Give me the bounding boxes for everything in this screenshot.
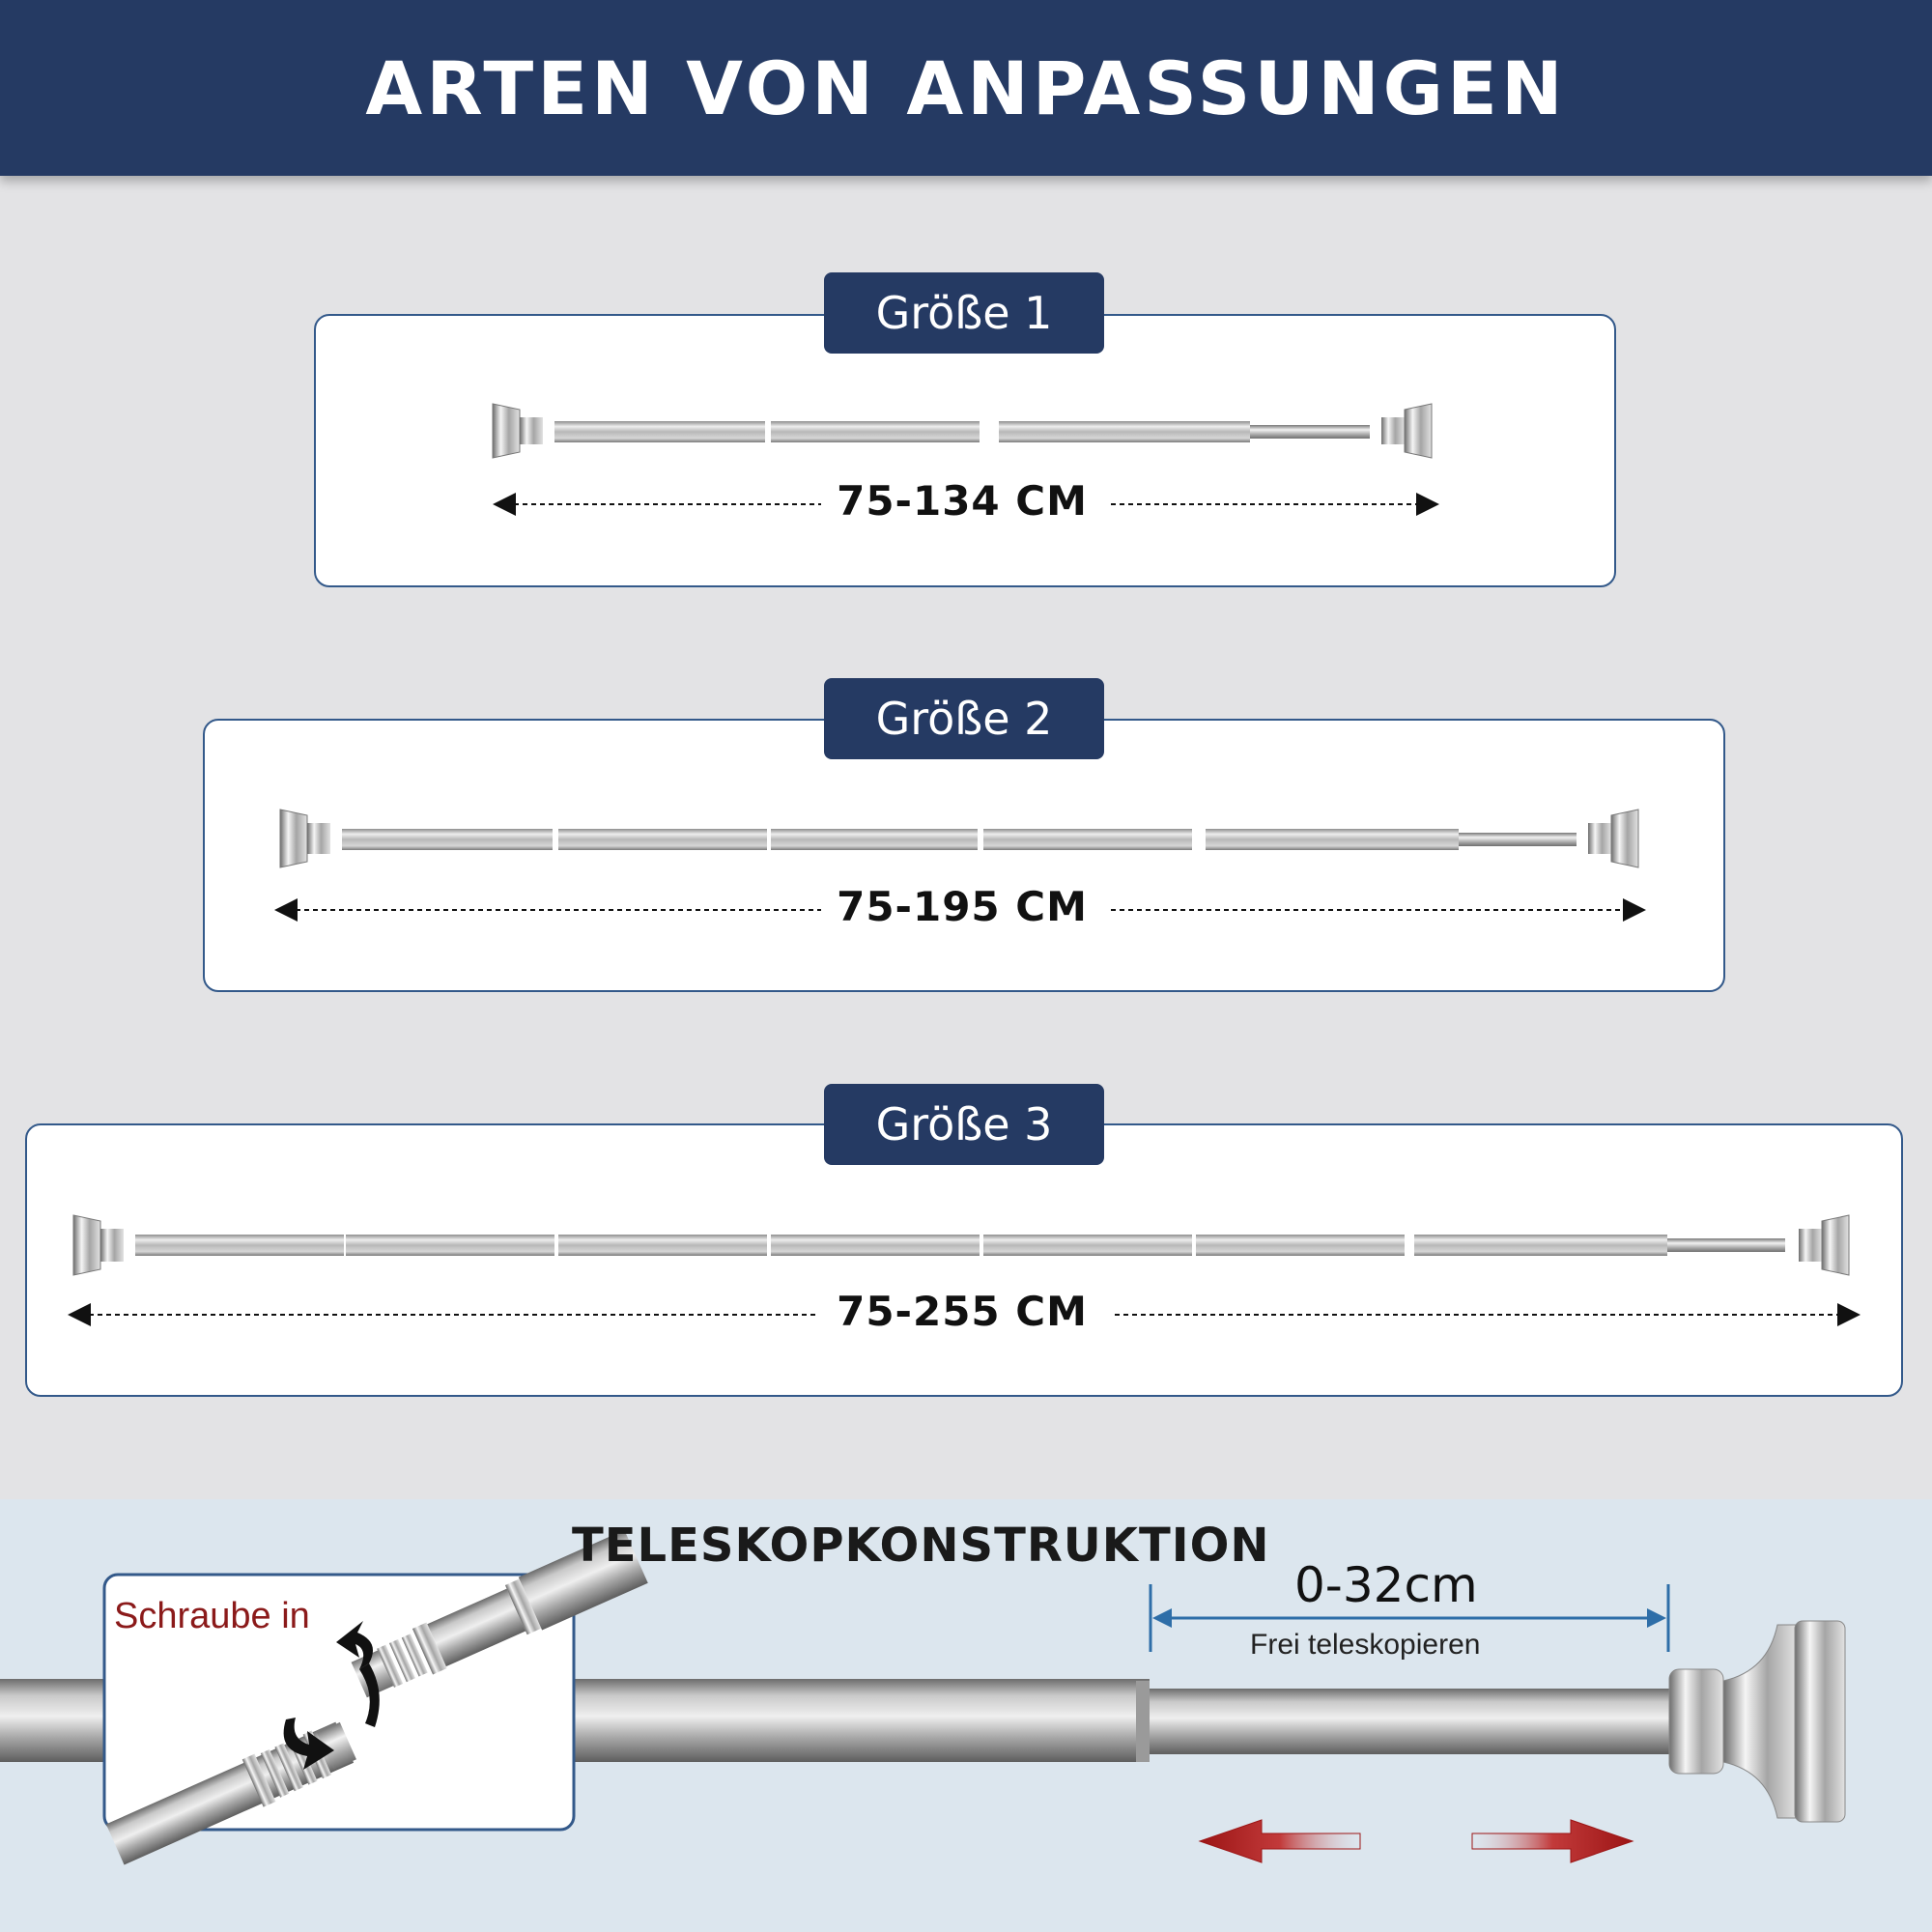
size-3-badge: Größe 3	[824, 1084, 1104, 1165]
screw-inset-label: Schraube in	[114, 1596, 310, 1636]
end-cap	[1669, 1621, 1845, 1822]
red-arrow-right-icon	[1472, 1820, 1633, 1862]
size-2-range-label: 75-195 CM	[823, 883, 1101, 930]
size-2-badge: Größe 2	[824, 678, 1104, 759]
telescope-range-value: 0-32cm	[1294, 1557, 1478, 1613]
size-3-range-label: 75-255 CM	[823, 1288, 1101, 1335]
telescope-range-caption: Frei teleskopieren	[1250, 1629, 1481, 1661]
size-1-range-label: 75-134 CM	[823, 477, 1101, 525]
red-arrow-left-icon	[1200, 1820, 1360, 1862]
size-1-badge: Größe 1	[824, 272, 1104, 354]
inner-tube	[1140, 1689, 1681, 1754]
telescope-title: TELESKOPKONSTRUKTION	[572, 1519, 1270, 1573]
page-title: ARTEN VON ANPASSUNGEN	[365, 44, 1567, 131]
